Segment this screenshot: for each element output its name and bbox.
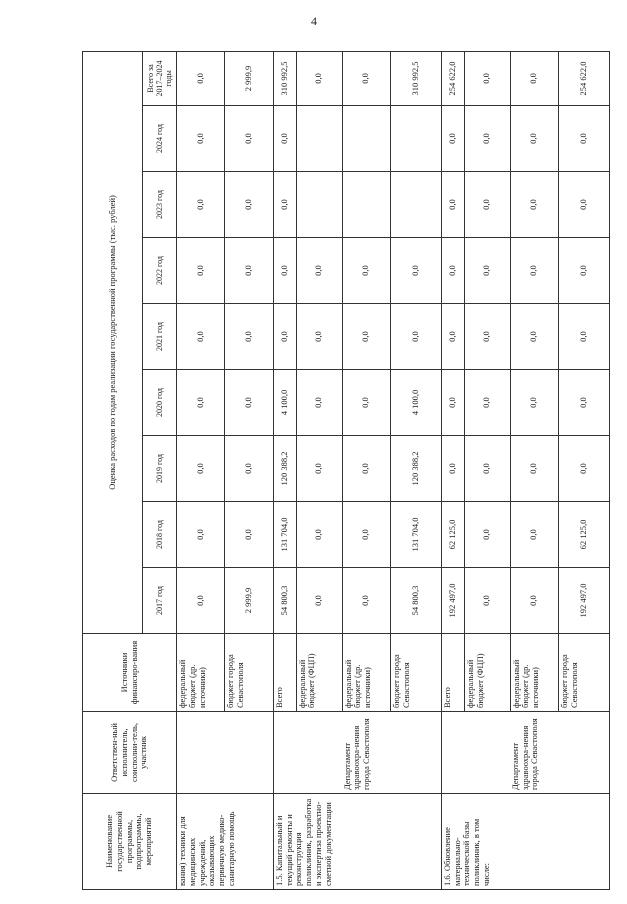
value-cell: 0,0 [441, 238, 464, 304]
value-cell: 0,0 [177, 238, 225, 304]
value-cell: 0,0 [273, 106, 296, 172]
value-cell: 310 992,5 [390, 51, 441, 105]
header-year-2017: 2017 год [143, 568, 177, 634]
table-row [441, 51, 464, 889]
value-cell: 0,0 [559, 172, 610, 238]
row-source: федеральный бюджет (др. источники) [177, 634, 225, 712]
value-cell: 192 497,0 [441, 568, 464, 634]
value-cell: 0,0 [559, 370, 610, 436]
value-cell: 0,0 [510, 304, 558, 370]
value-cell: 0,0 [177, 106, 225, 172]
row-source: федеральный бюджет (ФЦП) [296, 634, 342, 712]
value-cell: 0,0 [225, 502, 273, 568]
value-cell: 0,0 [177, 436, 225, 502]
value-cell: 0,0 [464, 238, 510, 304]
value-cell: 192 497,0 [559, 568, 610, 634]
header-responsible: Ответствен-ный исполнитель, соисполни-тель, участник [83, 712, 177, 794]
value-cell: 0,0 [464, 106, 510, 172]
value-cell: 4 100,0 [273, 370, 296, 436]
value-cell: 131 704,0 [390, 502, 441, 568]
value-cell: 0,0 [464, 172, 510, 238]
value-cell: 54 800,3 [390, 568, 441, 634]
value-cell: 0,0 [296, 304, 342, 370]
value-cell: 0,0 [510, 370, 558, 436]
row-source: бюджет города Севастополя [559, 634, 610, 712]
header-name: Наименование государственной программы, подпрограммы, мероприятий [83, 794, 177, 890]
value-cell [342, 106, 390, 172]
value-cell: 0,0 [177, 568, 225, 634]
value-cell [390, 106, 441, 172]
value-cell: 0,0 [510, 436, 558, 502]
value-cell: 254 622,0 [559, 51, 610, 105]
value-cell: 4 100,0 [390, 370, 441, 436]
value-cell [342, 172, 390, 238]
value-cell: 0,0 [342, 436, 390, 502]
value-cell: 0,0 [177, 370, 225, 436]
row-source: бюджет города Севастополя [390, 634, 441, 712]
value-cell: 0,0 [296, 370, 342, 436]
value-cell: 0,0 [225, 370, 273, 436]
value-cell [296, 106, 342, 172]
value-cell: 0,0 [510, 106, 558, 172]
value-cell: 0,0 [273, 238, 296, 304]
value-cell: 0,0 [177, 172, 225, 238]
header-expenses-group: Оценка расходов по годам реализации государственной программы (тыс. рублей) [83, 51, 143, 633]
value-cell: 0,0 [342, 51, 390, 105]
value-cell: 0,0 [510, 51, 558, 105]
value-cell: 62 125,0 [441, 502, 464, 568]
row-source: федеральный бюджет (др. источники) [342, 634, 390, 712]
value-cell: 62 125,0 [559, 502, 610, 568]
row-responsible: Департамент здравоохра-нения города Севастополя [273, 712, 441, 794]
value-cell: 254 622,0 [441, 51, 464, 105]
rotated-table-container [82, 52, 610, 890]
row-responsible [177, 712, 274, 794]
header-year-2020: 2020 год [143, 370, 177, 436]
value-cell: 0,0 [441, 370, 464, 436]
value-cell: 0,0 [342, 304, 390, 370]
row-source: Всего [273, 634, 296, 712]
row-name: 1.5. Капитальный и текущий ремонты и реконструкция поликлиник, разработка и экспертиза проектно-сметной документации [273, 794, 441, 890]
value-cell: 0,0 [464, 304, 510, 370]
value-cell: 2 999,9 [225, 51, 273, 105]
header-year-2018: 2018 год [143, 502, 177, 568]
header-total: Всего за 2017–2024 годы [143, 51, 177, 105]
value-cell: 0,0 [342, 370, 390, 436]
value-cell: 0,0 [464, 51, 510, 105]
value-cell: 0,0 [464, 436, 510, 502]
value-cell: 0,0 [390, 304, 441, 370]
value-cell: 0,0 [510, 568, 558, 634]
value-cell: 310 992,5 [273, 51, 296, 105]
value-cell: 0,0 [296, 502, 342, 568]
value-cell: 0,0 [225, 106, 273, 172]
header-year-2021: 2021 год [143, 304, 177, 370]
value-cell [390, 172, 441, 238]
row-source: бюджет города Севастополя [225, 634, 273, 712]
value-cell: 120 388,2 [273, 436, 296, 502]
value-cell: 0,0 [342, 568, 390, 634]
value-cell: 0,0 [464, 370, 510, 436]
value-cell: 0,0 [441, 436, 464, 502]
value-cell: 0,0 [559, 304, 610, 370]
value-cell: 0,0 [225, 238, 273, 304]
value-cell: 0,0 [390, 238, 441, 304]
row-source: федеральный бюджет (ФЦП) [464, 634, 510, 712]
value-cell: 0,0 [342, 502, 390, 568]
row-source: федеральный бюджет (др. источники) [510, 634, 558, 712]
table-row [273, 51, 296, 889]
value-cell: 0,0 [177, 304, 225, 370]
value-cell: 0,0 [177, 51, 225, 105]
value-cell: 54 800,3 [273, 568, 296, 634]
page-number: 4 [311, 14, 317, 28]
value-cell: 0,0 [342, 238, 390, 304]
table-row [177, 51, 225, 889]
header-year-2019: 2019 год [143, 436, 177, 502]
value-cell: 0,0 [273, 172, 296, 238]
value-cell: 0,0 [177, 502, 225, 568]
value-cell: 0,0 [225, 172, 273, 238]
header-year-2024: 2024 год [143, 106, 177, 172]
value-cell: 0,0 [510, 502, 558, 568]
value-cell: 0,0 [441, 304, 464, 370]
value-cell: 0,0 [296, 568, 342, 634]
value-cell: 0,0 [273, 304, 296, 370]
value-cell [296, 172, 342, 238]
row-responsible: Департамент здравоохра-нения города Севастополя [441, 712, 609, 794]
expenses-table [82, 51, 610, 890]
value-cell: 0,0 [296, 238, 342, 304]
header-year-2022: 2022 год [143, 238, 177, 304]
row-source: Всего [441, 634, 464, 712]
value-cell: 120 388,2 [390, 436, 441, 502]
value-cell: 0,0 [225, 304, 273, 370]
value-cell: 0,0 [559, 436, 610, 502]
value-cell: 0,0 [559, 106, 610, 172]
row-name: 1.6. Обновление материально-технической базы поликлиник, в том числе: [441, 794, 609, 890]
value-cell: 0,0 [559, 238, 610, 304]
value-cell: 0,0 [441, 172, 464, 238]
value-cell: 0,0 [464, 502, 510, 568]
value-cell: 0,0 [510, 238, 558, 304]
value-cell: 0,0 [296, 436, 342, 502]
value-cell: 0,0 [225, 436, 273, 502]
header-source: Источники финансиро-вания [83, 634, 177, 712]
row-name: вания) техники для медицинских учреждений, оказывающих первичную медико-санитарную помощь [177, 794, 274, 890]
value-cell: 131 704,0 [273, 502, 296, 568]
value-cell: 0,0 [296, 51, 342, 105]
value-cell: 2 999,9 [225, 568, 273, 634]
value-cell: 0,0 [464, 568, 510, 634]
value-cell: 0,0 [510, 172, 558, 238]
header-year-2023: 2023 год [143, 172, 177, 238]
value-cell: 0,0 [441, 106, 464, 172]
